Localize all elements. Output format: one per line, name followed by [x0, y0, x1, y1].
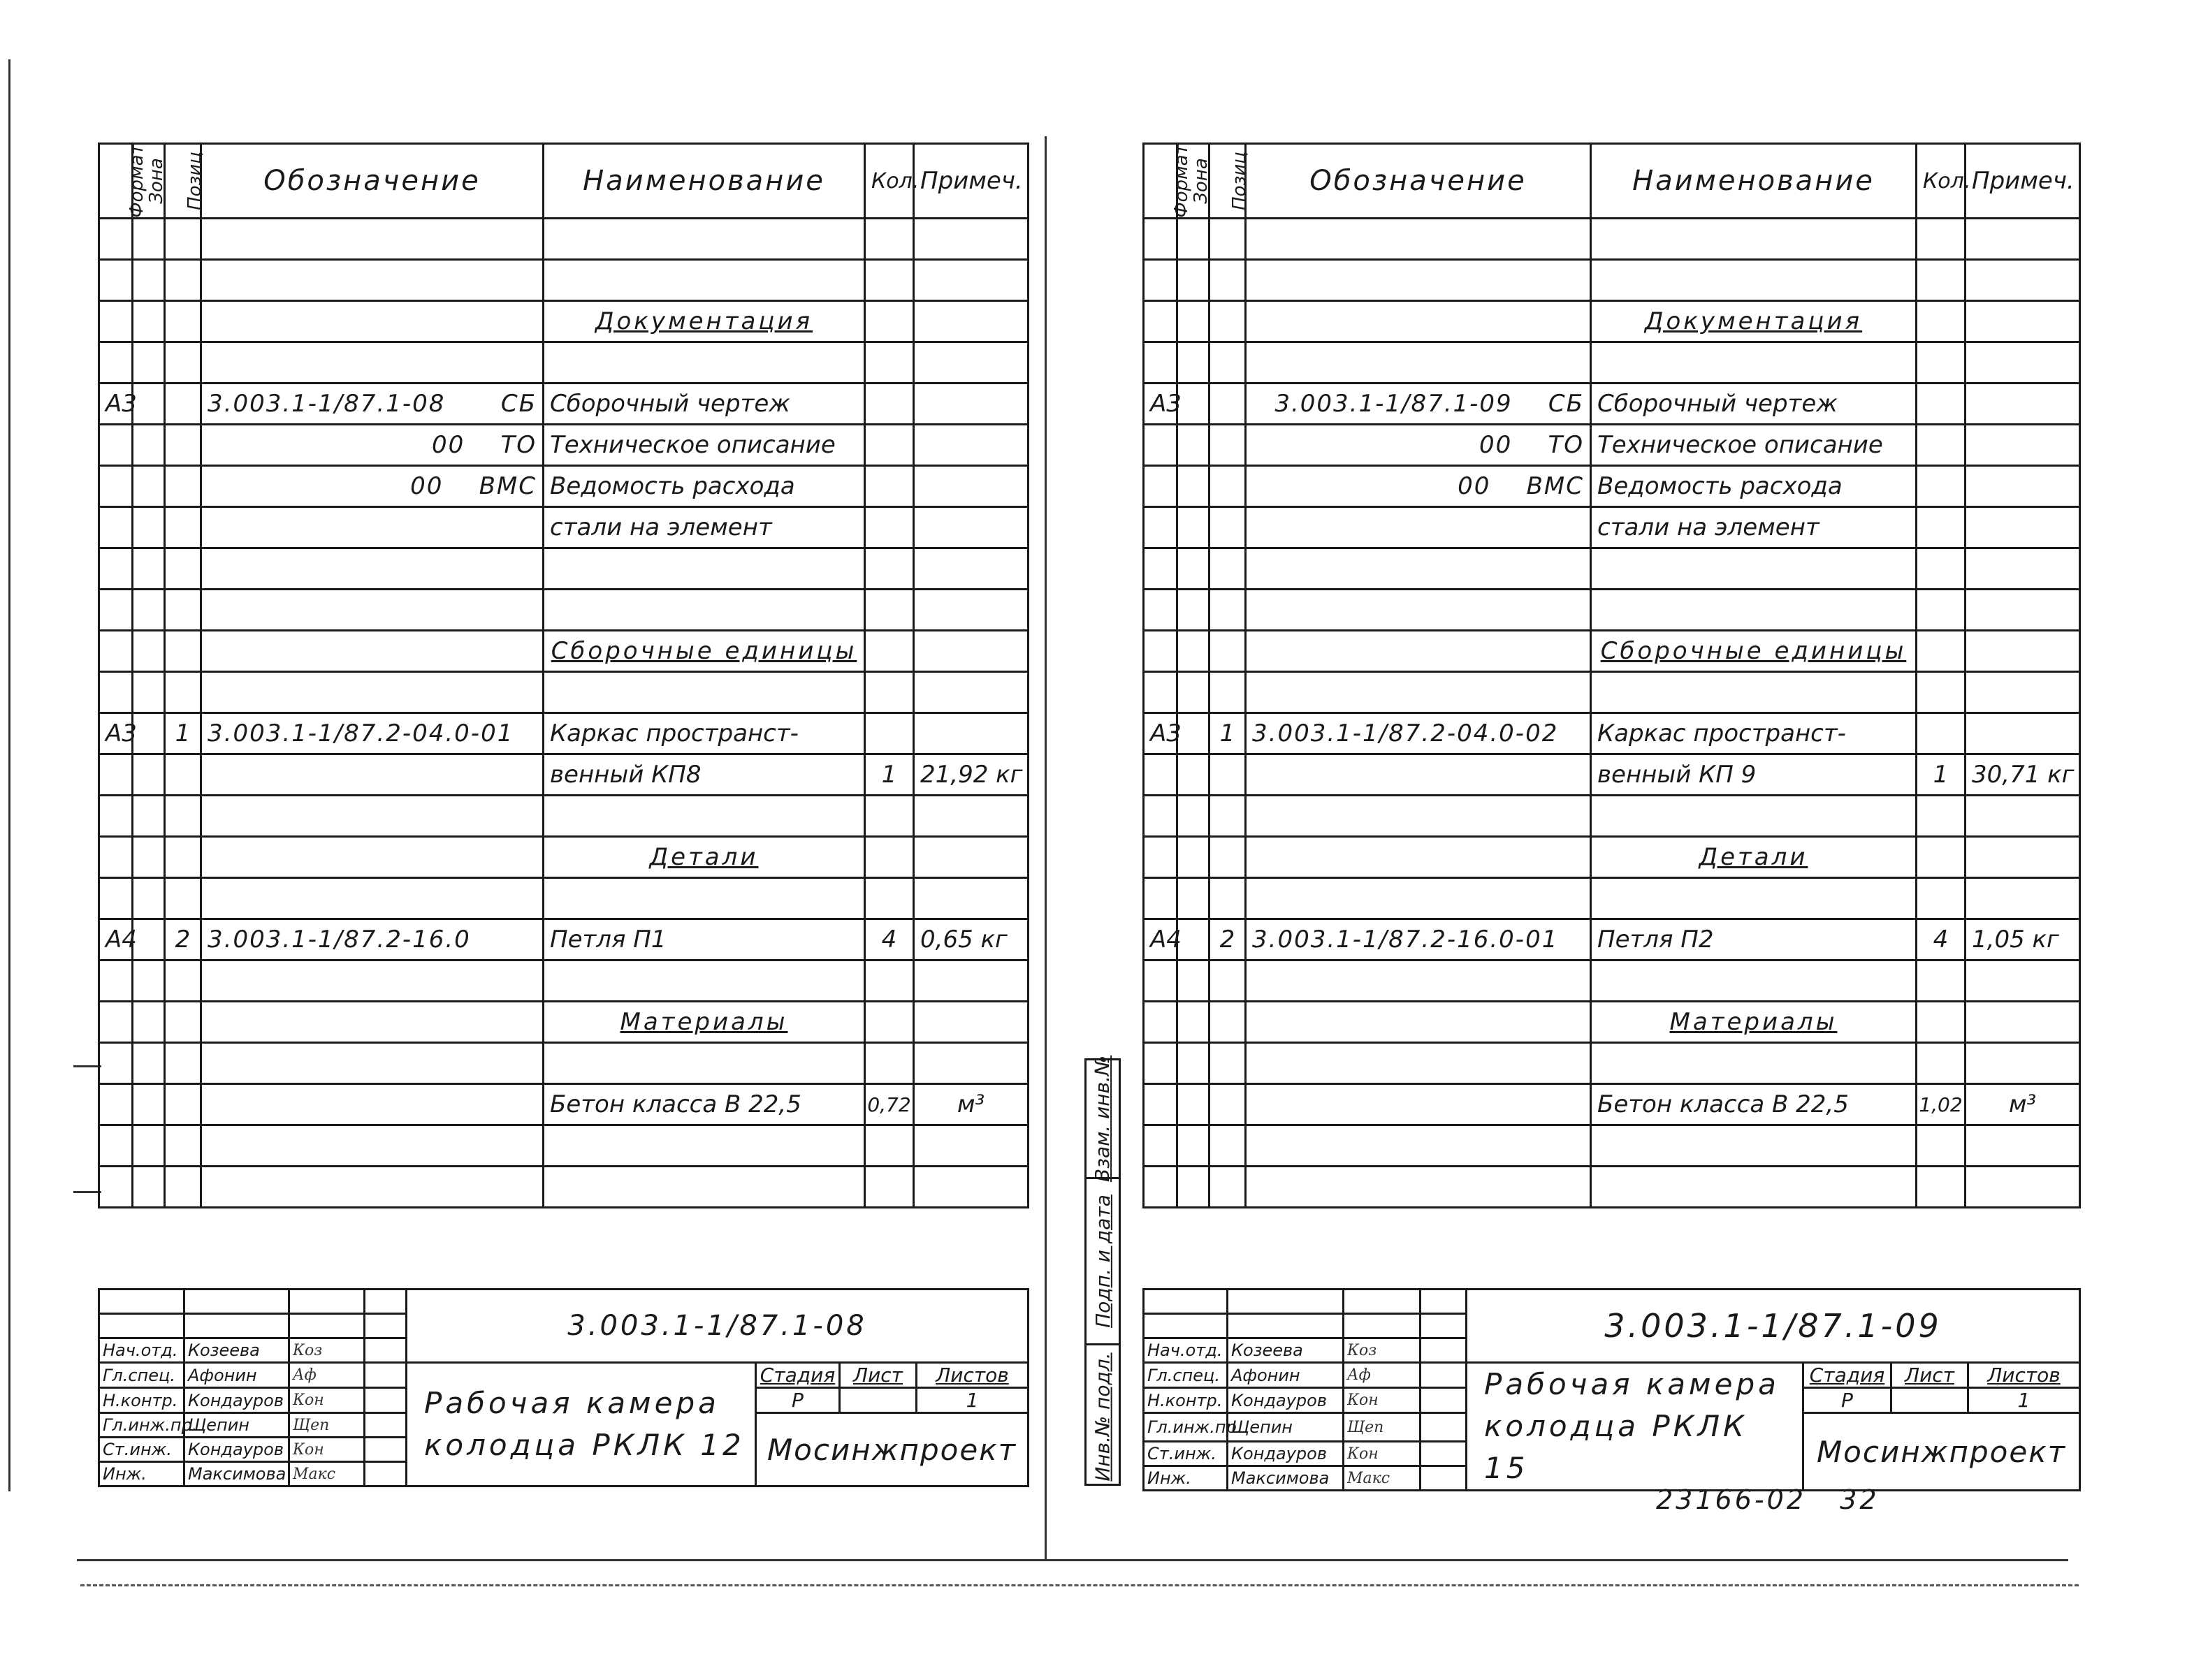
format-cell: А3: [1144, 384, 1177, 425]
table-row: [99, 219, 1029, 260]
signature: Аф: [289, 1363, 365, 1388]
stamp-name: Кондауров: [1228, 1388, 1344, 1413]
stamp-role: Гл.спец.: [1144, 1363, 1228, 1388]
col-note-header: Примеч.: [914, 144, 1029, 219]
section-heading-docs: Документация: [1591, 301, 1917, 342]
stamp-name: Козеева: [1228, 1338, 1344, 1363]
stamp-role: Ст.инж.: [1144, 1442, 1228, 1466]
drawing-code: 3.003.1-1/87.1-08: [407, 1290, 1029, 1363]
title-block: [98, 1288, 1029, 1487]
table-row: [1144, 219, 2080, 260]
stamp-role: Гл.инж.пр.: [1144, 1413, 1228, 1442]
col-format-header: Формат: [99, 144, 133, 219]
table-row: [99, 466, 1029, 507]
table-row: [1144, 754, 2080, 796]
organization: Мосинжпроект: [1803, 1413, 2080, 1491]
stamp-name: Кондауров: [184, 1438, 289, 1462]
table-row: [99, 260, 1029, 301]
note-cell: м³: [1966, 1084, 2080, 1125]
header-row: [99, 144, 1029, 219]
signature: Кон: [1344, 1442, 1421, 1466]
pos-cell: 2: [165, 919, 201, 960]
sheets-header: Листов: [1968, 1363, 2080, 1388]
name-cell: Ведомость расхода: [544, 466, 865, 507]
stamp-name: Афонин: [184, 1363, 289, 1388]
designation-cell: 3.003.1-1/87.2-16.0: [201, 919, 544, 960]
sheet-divider: [1045, 136, 1047, 1561]
header-row: [1144, 144, 2080, 219]
designation-cell: 3.003.1-1/87.2-04.0-01: [201, 713, 544, 754]
name-cell: венный КП8: [544, 754, 865, 796]
note-cell: 21,92 кг: [914, 754, 1029, 796]
stamp-role: Н.контр.: [99, 1388, 184, 1413]
table-row: [99, 960, 1029, 1002]
signature: Коз: [289, 1338, 365, 1363]
archive-number: [1656, 1484, 1880, 1515]
organization: Мосинжпроект: [756, 1413, 1029, 1487]
stamp-name: Максимова: [184, 1462, 289, 1487]
col-name-header: Наименование: [544, 144, 865, 219]
table-row: [1144, 1167, 2080, 1208]
name-cell: Бетон класса В 22,5: [544, 1084, 865, 1125]
table-row: [1144, 1043, 2080, 1084]
stamp-name: Щепин: [1228, 1413, 1344, 1442]
col-designation-header: Обозначение: [1246, 144, 1591, 219]
name-cell: Сборочный чертеж: [1591, 384, 1917, 425]
section-heading-materials: Материалы: [544, 1002, 865, 1043]
spec-table: [98, 143, 1029, 1208]
stamp-name: Кондауров: [1228, 1442, 1344, 1466]
spec-sheet-left: [98, 143, 1027, 1484]
designation-cell: 3.003.1-1/87.2-04.0-02: [1246, 713, 1591, 754]
table-row: [99, 384, 1029, 425]
name-cell: Ведомость расхода: [1591, 466, 1917, 507]
table-row: [1144, 919, 2080, 960]
title-block: [1142, 1288, 2081, 1491]
table-row: [99, 1002, 1029, 1043]
table-row: [99, 672, 1029, 713]
table-row: [1144, 878, 2080, 919]
name-cell: Техническое описание: [544, 425, 865, 466]
side-stamp: [1084, 1055, 1121, 1486]
designation-cell: 3.003.1-1/87.2-16.0-01: [1246, 919, 1591, 960]
designation-cell: 3.003.1-1/87.1-08 СБ: [201, 384, 544, 425]
table-row: [1144, 384, 2080, 425]
table-row: [1144, 507, 2080, 548]
table-row: [99, 548, 1029, 590]
signature: Макс: [1344, 1466, 1421, 1491]
name-cell: стали на элемент: [1591, 507, 1917, 548]
format-cell: А3: [1144, 713, 1177, 754]
col-qty-header: Кол.: [865, 144, 914, 219]
pos-cell: 1: [1210, 713, 1246, 754]
format-cell: А3: [99, 713, 133, 754]
table-row: [99, 796, 1029, 837]
pos-cell: 2: [1210, 919, 1246, 960]
name-cell: Сборочный чертеж: [544, 384, 865, 425]
cut-line: [80, 1584, 2079, 1586]
qty-cell: 0,72: [865, 1084, 914, 1125]
side-stamp-cell: Взам. инв.№: [1087, 1060, 1119, 1179]
designation-cell: 00 ТО: [201, 425, 544, 466]
stamp-role: Инж.: [99, 1462, 184, 1487]
sheet-header: Лист: [840, 1363, 917, 1388]
stage-header: Стадия: [1803, 1363, 1891, 1388]
table-row: [99, 1043, 1029, 1084]
signature: Кон: [1344, 1388, 1421, 1413]
table-row: [1144, 548, 2080, 590]
name-cell: Бетон класса В 22,5: [1591, 1084, 1917, 1125]
table-row: [1144, 713, 2080, 754]
table-row: [99, 878, 1029, 919]
bottom-border: [77, 1559, 2068, 1561]
stage-header: Стадия: [756, 1363, 840, 1388]
signature: Щеп: [289, 1413, 365, 1438]
note-cell: 30,71 кг: [1966, 754, 2080, 796]
name-cell: Петля П1: [544, 919, 865, 960]
spec-table: [1142, 143, 2081, 1208]
section-heading-assemblies: Сборочные единицы: [1591, 631, 1917, 672]
side-stamp-cell: Подп. и дата: [1087, 1179, 1119, 1345]
sheet-header: Лист: [1891, 1363, 1968, 1388]
table-row: [1144, 466, 2080, 507]
table-row: [1144, 1125, 2080, 1167]
note-cell: 1,05 кг: [1966, 919, 2080, 960]
table-row: [99, 1167, 1029, 1208]
col-name-header: Наименование: [1591, 144, 1917, 219]
page-number: 32: [1840, 1484, 1880, 1515]
table-row: [1144, 672, 2080, 713]
drawing-code: 3.003.1-1/87.1-09: [1467, 1290, 2080, 1363]
section-heading-assemblies: Сборочные единицы: [544, 631, 865, 672]
drawing-title: Рабочая камера колодца РКЛК 12: [407, 1363, 756, 1487]
name-cell: стали на элемент: [544, 507, 865, 548]
stamp-role: Инж.: [1144, 1466, 1228, 1491]
table-row: [1144, 1084, 2080, 1125]
name-cell: Техническое описание: [1591, 425, 1917, 466]
table-row: [99, 754, 1029, 796]
table-row: [1144, 796, 2080, 837]
table-row: [99, 1125, 1029, 1167]
stamp-role: Гл.спец.: [99, 1363, 184, 1388]
table-row: [99, 507, 1029, 548]
qty-cell: 1: [1917, 754, 1966, 796]
qty-cell: 1,02: [1917, 1084, 1966, 1125]
stage-value: Р: [756, 1388, 840, 1413]
margin-tick: [73, 1191, 101, 1193]
archive-code: 23166-02: [1656, 1484, 1806, 1515]
side-stamp-cell: Инв.№ подл.: [1091, 1352, 1114, 1482]
table-row: [1144, 1002, 2080, 1043]
designation-cell: 00 ВМС: [1246, 466, 1591, 507]
stamp-role: Нач.отд.: [1144, 1338, 1228, 1363]
table-row: [1144, 960, 2080, 1002]
qty-cell: 4: [865, 919, 914, 960]
section-heading-parts: Детали: [1591, 837, 1917, 878]
section-heading-docs: Документация: [544, 301, 865, 342]
table-row: [1144, 425, 2080, 466]
table-row: [1144, 631, 2080, 672]
designation-cell: 3.003.1-1/87.1-09 СБ: [1246, 384, 1591, 425]
drawing-title: Рабочая камера колодца РКЛК 15: [1467, 1363, 1803, 1491]
table-row: [99, 425, 1029, 466]
designation-cell: 00 ВМС: [201, 466, 544, 507]
sheets-value: 1: [1968, 1388, 2080, 1413]
name-cell: Каркас пространст-: [544, 713, 865, 754]
table-row: [99, 631, 1029, 672]
stamp-name: Щепин: [184, 1413, 289, 1438]
stamp-role: Нач.отд.: [99, 1338, 184, 1363]
table-row: [1144, 590, 2080, 631]
name-cell: Петля П2: [1591, 919, 1917, 960]
table-row: [99, 837, 1029, 878]
name-cell: венный КП 9: [1591, 754, 1917, 796]
note-cell: м³: [914, 1084, 1029, 1125]
col-qty-header: Кол.: [1917, 144, 1966, 219]
margin-tick: [73, 1065, 101, 1067]
col-designation-header: Обозначение: [201, 144, 544, 219]
stamp-name: Кондауров: [184, 1388, 289, 1413]
stamp-role: Н.контр.: [1144, 1388, 1228, 1413]
table-row: [99, 301, 1029, 342]
qty-cell: 1: [865, 754, 914, 796]
sheets-value: 1: [917, 1388, 1029, 1413]
table-row: [99, 1084, 1029, 1125]
stamp-name: Максимова: [1228, 1466, 1344, 1491]
note-cell: 0,65 кг: [914, 919, 1029, 960]
section-heading-parts: Детали: [544, 837, 865, 878]
col-format-header: Формат: [1144, 144, 1177, 219]
stamp-name: Афонин: [1228, 1363, 1344, 1388]
table-row: [99, 919, 1029, 960]
col-zone-header: Зона: [133, 144, 165, 219]
format-cell: А3: [99, 384, 133, 425]
table-row: [99, 590, 1029, 631]
stamp-name: Козеева: [184, 1338, 289, 1363]
stamp-role: Гл.инж.пр.: [99, 1413, 184, 1438]
name-cell: Каркас пространст-: [1591, 713, 1917, 754]
qty-cell: 4: [1917, 919, 1966, 960]
format-cell: А4: [1144, 919, 1177, 960]
col-pos-header: Позиц: [1210, 144, 1246, 219]
section-heading-materials: Материалы: [1591, 1002, 1917, 1043]
signature: Кон: [289, 1388, 365, 1413]
table-row: [1144, 260, 2080, 301]
signature: Щеп: [1344, 1413, 1421, 1442]
col-note-header: Примеч.: [1966, 144, 2080, 219]
signature: Макс: [289, 1462, 365, 1487]
table-row: [99, 713, 1029, 754]
signature: Кон: [289, 1438, 365, 1462]
table-row: [1144, 301, 2080, 342]
sheets-header: Листов: [917, 1363, 1029, 1388]
table-row: [1144, 342, 2080, 384]
col-zone-header: Зона: [1177, 144, 1210, 219]
signature: Коз: [1344, 1338, 1421, 1363]
table-row: [99, 342, 1029, 384]
table-row: [1144, 837, 2080, 878]
format-cell: А4: [99, 919, 133, 960]
col-pos-header: Позиц: [165, 144, 201, 219]
stage-value: Р: [1803, 1388, 1891, 1413]
pos-cell: 1: [165, 713, 201, 754]
stamp-role: Ст.инж.: [99, 1438, 184, 1462]
margin-rule: [8, 59, 10, 1491]
signature: Аф: [1344, 1363, 1421, 1388]
spec-sheet-right: [1142, 143, 2079, 1488]
designation-cell: 00 ТО: [1246, 425, 1591, 466]
